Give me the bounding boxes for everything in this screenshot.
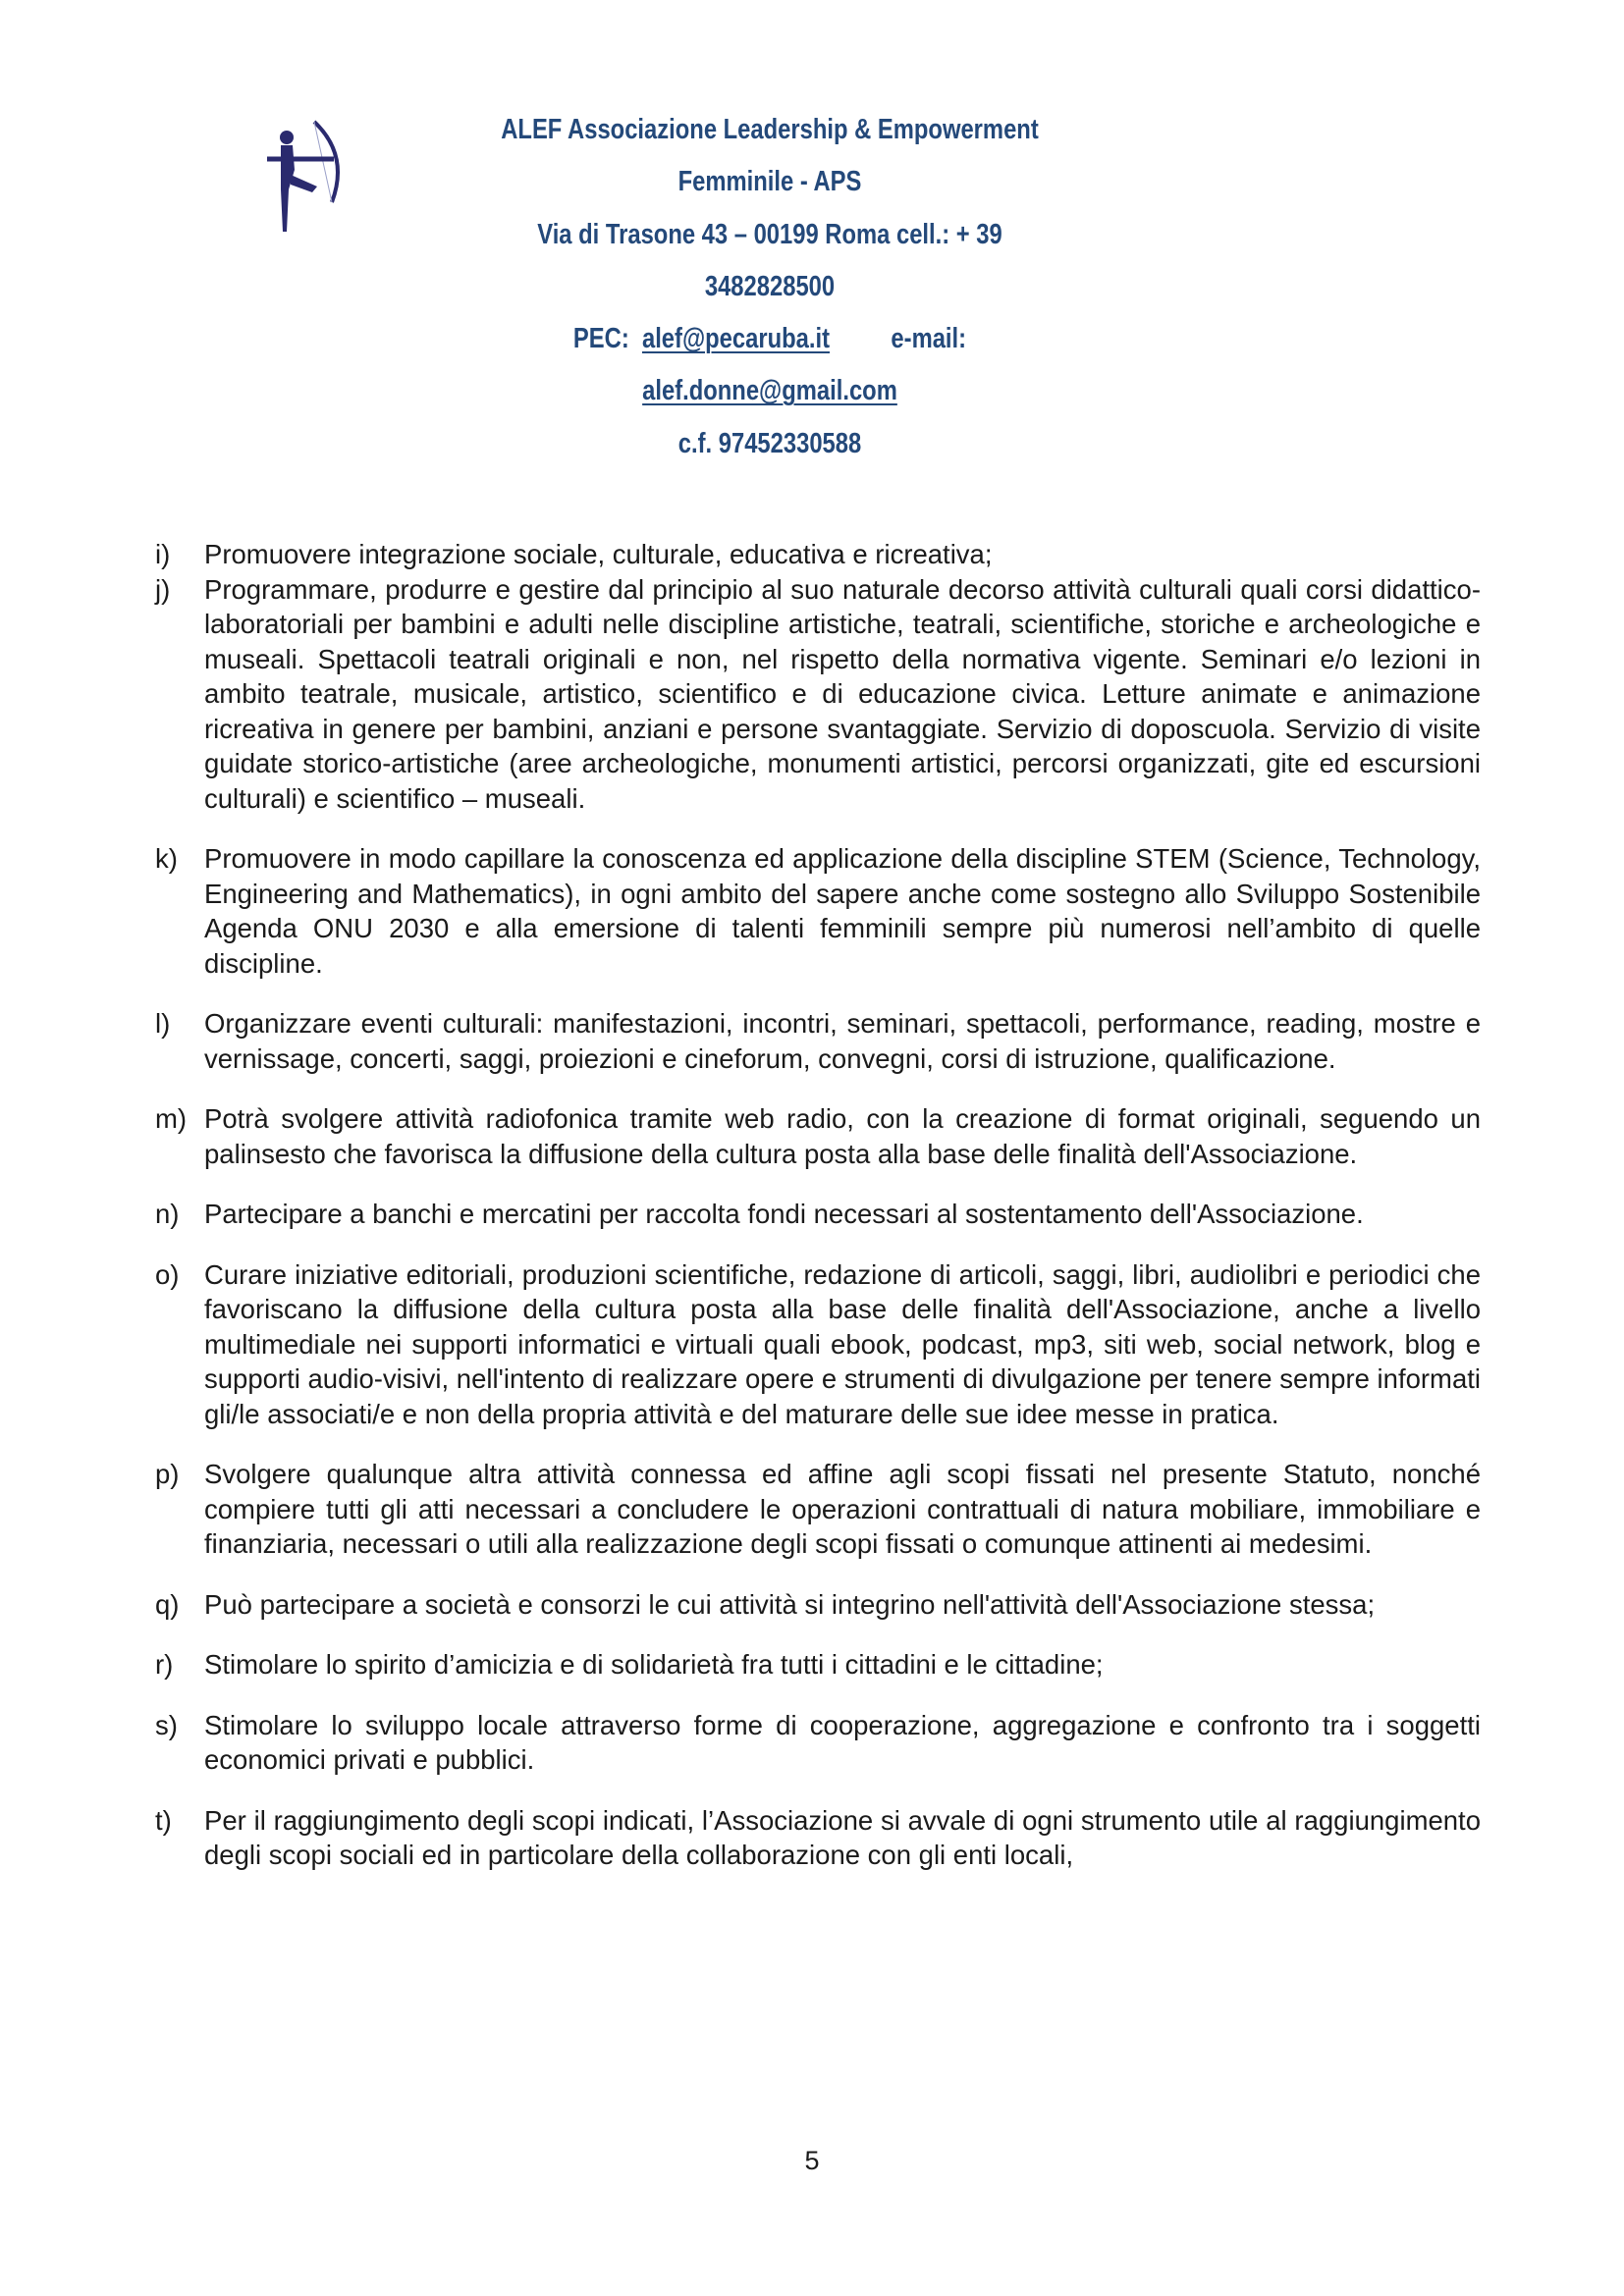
list-item-label: i)	[155, 539, 171, 569]
org-pec-line	[448, 313, 1092, 365]
list-item-text: Programmare, produrre e gestire dal principio al suo naturale decorso attività culturali quali corsi didattico-laboratoriali per bambini e adulti nelle discipline artistiche, teatrali, scientifiche, storiche e archeologiche e museali. Spettacoli teatrali originali e non, nel rispetto della normativa vigente. Seminari e/o lezioni in ambito teatrale, musicale, artistico, scientifico e di educazione civica. Letture animate e animazione ricreativa in genere per bambini, anziani e persone svantaggiate. Servizio di doposcuola. Servizio di visite guidate storico-artistiche (aree archeologiche, monumenti artistici, percorsi organizzati, gite ed escursioni culturali) e scientifico – museali.	[204, 573, 1481, 814]
list-item-label: k)	[155, 843, 178, 874]
list-item-text: Promuovere in modo capillare la conoscenza ed applicazione della discipline STEM (Science, Technology, Engineering and Mathematics), in ogni ambito del sapere anche come sostegno allo Sviluppo Sostenibile Agenda ONU 2030 e alla emersione di talenti femminili sempre più numerosi nell’ambito di quelle discipline.	[204, 843, 1481, 979]
list-item	[155, 1101, 1481, 1171]
list-item-text: Organizzare eventi culturali: manifestazioni, incontri, seminari, spettacoli, performance, reading, mostre e vernissage, concerti, saggi, proiezioni e cineforum, convegni, corsi di istruzione, qualificazione.	[204, 1008, 1481, 1074]
list-item	[155, 1006, 1481, 1076]
list-item-label: l)	[155, 1008, 171, 1039]
list-item	[155, 537, 1481, 572]
list-item-label: j)	[155, 573, 171, 605]
list-item-text: Può partecipare a società e consorzi le cui attività si integrino nell'attività dell'Associazione stessa;	[204, 1588, 1376, 1620]
list-item-text: Curare iniziative editoriali, produzioni scientifiche, redazione di articoli, saggi, libri, audiolibri e periodici che favoriscano la diffusione della cultura posta alla base delle finalità dell'Associazione, anche a livello multimediale nei supporti informatici e virtuali quali ebook, podcast, mp3, siti web, social network, blog e supporti audio-visivi, nell'intento di realizzare opere e strumenti di divulgazione per tenere sempre informati gli/le associati/e e non della propria attività e del maturare delle sue idee messe in pratica.	[204, 1258, 1481, 1429]
list-item-label: p)	[155, 1459, 180, 1489]
email-link[interactable]: alef.donne@gmail.com	[642, 375, 897, 407]
org-subtitle: Femminile - APS	[677, 166, 862, 198]
org-address: Via di Trasone 43 – 00199 Roma cell.: + 39	[537, 218, 1002, 250]
list-item	[155, 1803, 1481, 1873]
list-item	[155, 1197, 1481, 1232]
email-label: e-mail:	[891, 323, 967, 355]
letterhead	[377, 104, 1163, 470]
list-item-label: s)	[155, 1709, 178, 1740]
pec-label: PEC:	[572, 323, 629, 355]
page-number: 5	[804, 2146, 820, 2175]
org-email-line	[448, 365, 1092, 417]
archer-logo-icon	[263, 116, 352, 239]
org-phone: 3482828500	[704, 270, 836, 302]
list-item	[155, 1457, 1481, 1562]
list-item	[155, 1257, 1481, 1432]
list-item	[155, 1708, 1481, 1778]
list-item-text: Stimolare lo spirito d’amicizia e di solidarietà fra tutti i cittadini e le cittadine;	[204, 1649, 1104, 1680]
list-item-text: Svolgere qualunque altra attività connessa ed affine agli scopi fissati nel presente Statuto, nonché compiere tutti gli atti necessari a concludere le operazioni contrattuali di natura mobiliare, immobiliare e finanziaria, necessari o utili alla realizzazione degli scopi fissati o comunque attinenti ai medesimi.	[204, 1459, 1481, 1559]
org-tax-code: c.f. 97452330588	[677, 427, 862, 459]
org-name: ALEF Associazione Leadership & Empowerment	[501, 114, 1039, 145]
pec-email-link[interactable]: alef@pecaruba.it	[641, 323, 831, 355]
list-item	[155, 572, 1481, 817]
list-item	[155, 1587, 1481, 1623]
list-item	[155, 841, 1481, 981]
list-item-label: m)	[155, 1103, 188, 1134]
list-item-text: Partecipare a banchi e mercatini per raccolta fondi necessari al sostentamento dell'Associazione.	[204, 1199, 1364, 1229]
list-item-text: Potrà svolgere attività radiofonica tramite web radio, con la creazione di format originali, seguendo un palinsesto che favorisca la diffusione della cultura posta alla base delle finalità dell'Associazione.	[204, 1103, 1481, 1169]
list-item-text: Promuovere integrazione sociale, culturale, educativa e ricreativa;	[204, 539, 993, 569]
list-item-label: q)	[155, 1588, 180, 1620]
list-item-label: n)	[155, 1199, 180, 1229]
list-item-label: t)	[155, 1804, 172, 1836]
list-item-text: Stimolare lo sviluppo locale attraverso forme di cooperazione, aggregazione e confronto tra i soggetti economici privati e pubblici.	[204, 1709, 1481, 1775]
list-item-text: Per il raggiungimento degli scopi indicati, l’Associazione si avvale di ogni strumento utile al raggiungimento degli scopi sociali ed in particolare della collaborazione con gli enti locali,	[204, 1804, 1481, 1870]
list-item-label: r)	[155, 1649, 174, 1680]
statute-list	[155, 537, 1481, 1898]
list-item	[155, 1647, 1481, 1682]
list-item-label: o)	[155, 1258, 180, 1290]
